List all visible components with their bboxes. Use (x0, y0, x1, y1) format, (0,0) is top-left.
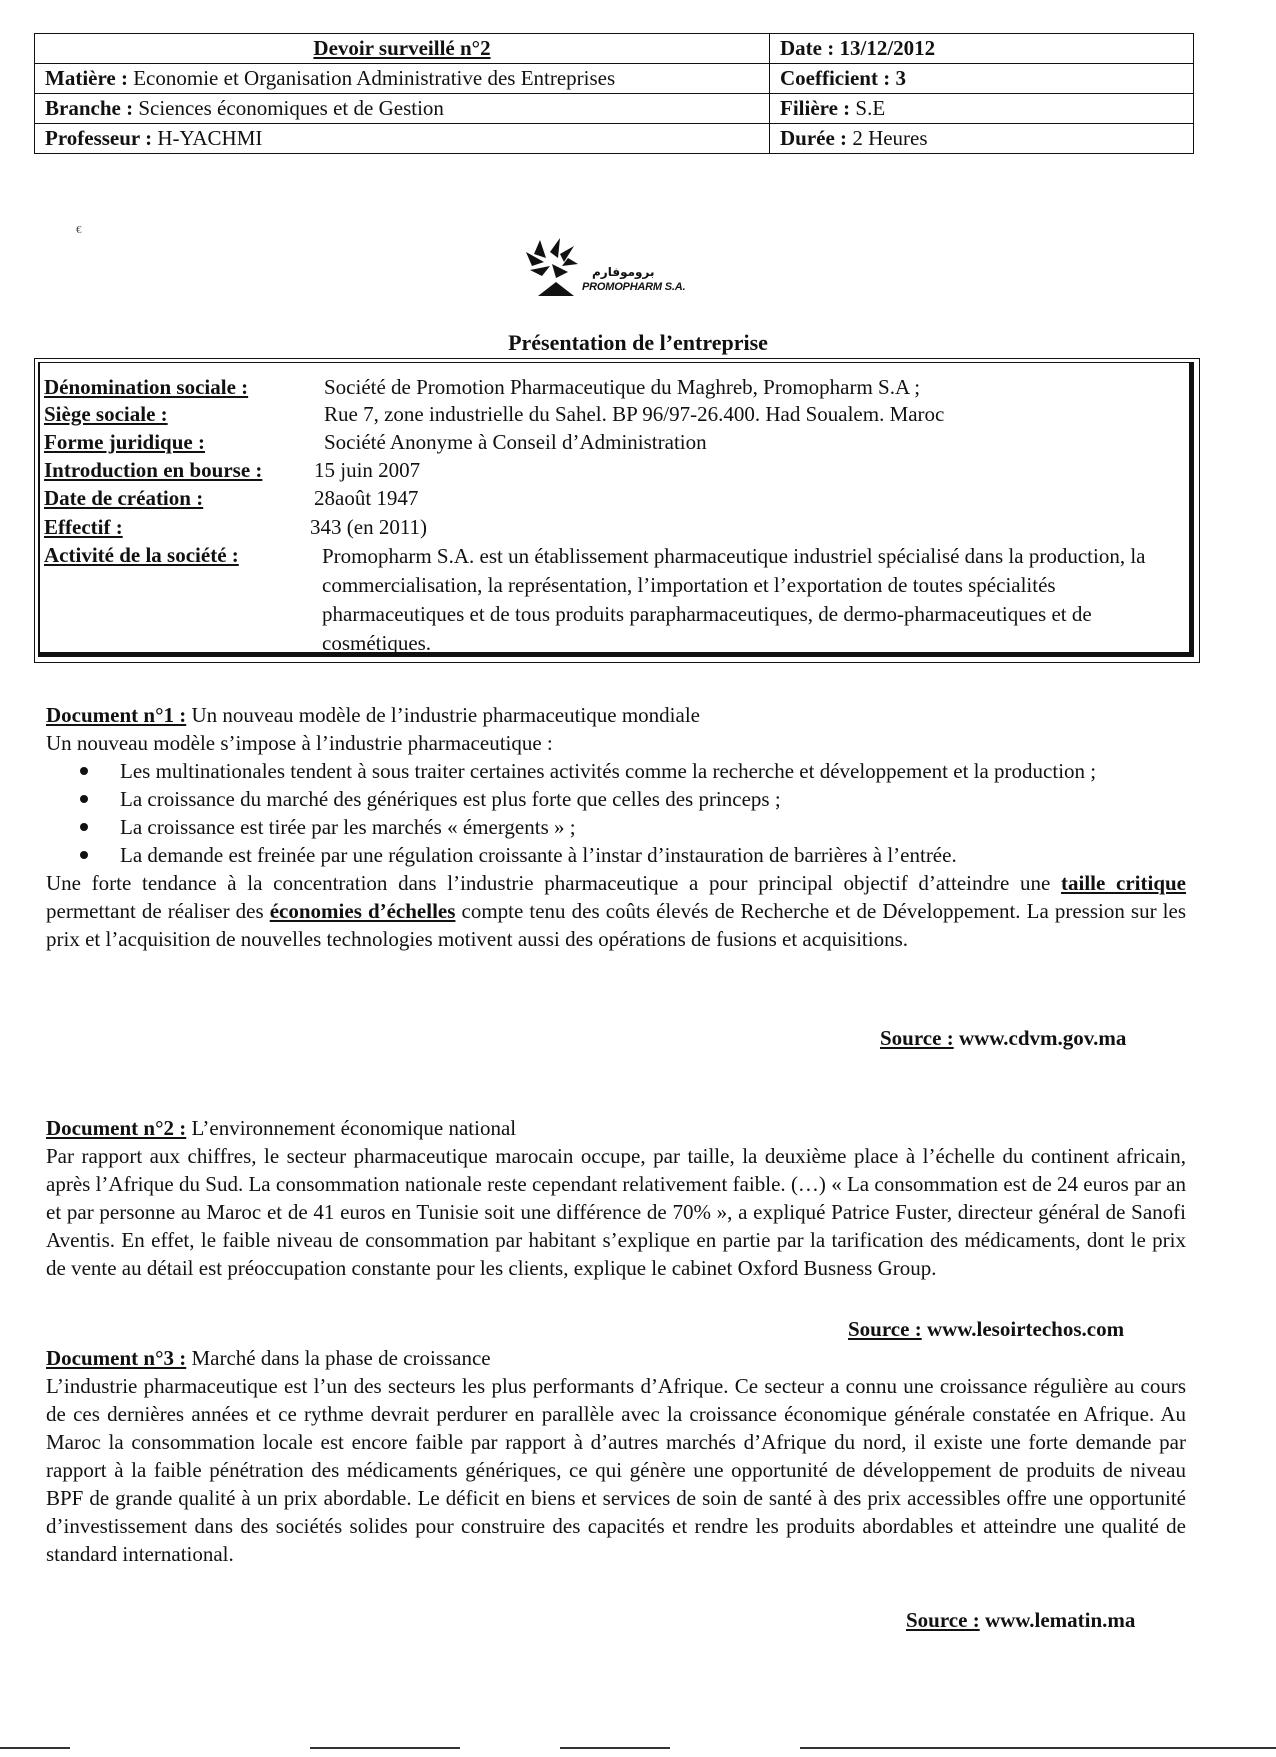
scan-line-divider (560, 1747, 670, 1749)
exam-title: Devoir surveillé n°2 (313, 36, 491, 60)
document-3-source (906, 1608, 1135, 1633)
bullet-icon (80, 851, 88, 859)
date-cell (770, 34, 1194, 64)
creation-label: Date de création : (44, 486, 204, 510)
document-3-heading (46, 1344, 1186, 1372)
bourse-value: 15 juin 2007 (314, 458, 421, 482)
denomination-label: Dénomination sociale : (44, 375, 249, 399)
document-1-para-b: permettant de réaliser des (46, 899, 264, 923)
duree-value: 2 Heures (852, 126, 928, 150)
document-1 (46, 701, 1186, 953)
logo-latin: PROMOPHARM S.A. (582, 281, 686, 293)
document-1-para-c: compte tenu des coûts élevés de Recherche et de Développement. La pression sur les prix et l’acquisition de nouvelles technologies motivent aussi des opérations de fusions et acquisitions. (46, 899, 1186, 951)
duree-cell (770, 124, 1194, 154)
document-2-heading (46, 1114, 1186, 1142)
document-3-body: L’industrie pharmaceutique est l’un des secteurs les plus performants d’Afrique. Ce secteur a connu une croissance régulière au cours de ces dernières années et ce rythme devrait perdurer en parallèle avec la croissance économique générale constatée en Afrique. Au Maroc la consommation locale est encore faible par rapport à d’autres marchés d’Afrique du nord, il existe une forte demande par rapport à la faible pénétration des médicaments génériques, ce qui génère une opportunité de développement de produits de niveau BPF de grande qualité à un prix abordable. Le déficit en biens et services de soin de santé à des prix accessibles offre une opportunité d’investissement dans des sociétés solides pour construire des capacités et rendre les produits abordables et atteindre une qualité de standard international. (46, 1374, 1186, 1566)
filiere-cell (770, 94, 1194, 124)
bullet-icon (80, 795, 88, 803)
branche-value: Sciences économiques et de Gestion (138, 96, 444, 120)
scan-line-divider (800, 1747, 1276, 1749)
document-2-title: L’environnement économique national (191, 1116, 517, 1140)
bourse-label: Introduction en bourse : (44, 458, 263, 482)
coefficient-cell (770, 64, 1194, 94)
header-row-3 (35, 94, 1194, 124)
duree-label: Durée : (780, 126, 848, 150)
document-3-source-link[interactable]: www.lematin.ma (984, 1608, 1136, 1632)
document-3-source-label: Source : (906, 1608, 980, 1632)
term-economies-echelles: économies d’échelles (269, 899, 456, 923)
siege-value: Rue 7, zone industrielle du Sahel. BP 96/97-26.400. Had Soualem. Maroc (324, 402, 945, 426)
exam-header-table (34, 33, 1194, 154)
document-2 (46, 1114, 1186, 1282)
header-row-1 (35, 34, 1194, 64)
document-1-bullet-list (46, 757, 1186, 869)
branche-cell (35, 94, 770, 124)
matiere-cell (35, 64, 770, 94)
date-label: Date : (780, 36, 835, 60)
denomination-value: Société de Promotion Pharmaceutique du Maghreb, Promopharm S.A ; (324, 375, 921, 399)
coefficient-value: 3 (895, 66, 906, 90)
creation-value: 28août 1947 (314, 486, 419, 510)
document-1-para-a: Une forte tendance à la concentration dans l’industrie pharmaceutique a pour principal objectif d’atteindre une (46, 871, 1051, 895)
list-item (120, 757, 1186, 785)
matiere-label: Matière : (45, 66, 128, 90)
document-1-title: Un nouveau modèle de l’industrie pharmaceutique mondiale (191, 703, 700, 727)
header-row-4 (35, 124, 1194, 154)
scan-line-divider (0, 1747, 70, 1749)
document-1-heading (46, 701, 1186, 729)
document-2-source-link[interactable]: www.lesoirtechos.com (926, 1317, 1125, 1341)
professeur-label: Professeur : (45, 126, 153, 150)
activite-label: Activité de la société : (44, 543, 239, 567)
document-1-bullet-text: La croissance est tirée par les marchés « émergents » ; (120, 815, 576, 839)
document-3-label: Document n°3 : (46, 1346, 187, 1370)
list-item (120, 813, 1186, 841)
forme-label: Forme juridique : (44, 430, 205, 454)
header-row-2 (35, 64, 1194, 94)
bullet-icon (80, 767, 88, 775)
document-1-source-link[interactable]: www.cdvm.gov.ma (958, 1026, 1127, 1050)
document-1-intro: Un nouveau modèle s’impose à l’industrie pharmaceutique : (46, 731, 553, 755)
document-1-source (880, 1026, 1126, 1051)
bullet-icon (80, 823, 88, 831)
document-2-source (848, 1317, 1124, 1342)
activite-value: Promopharm S.A. est un établissement pharmaceutique industriel spécialisé dans la production, la commercialisation, la représentation, l’importation et l’exportation de toutes spécialités pharmaceutiques et de tous produits parapharmaceutiques, de dermo-pharmaceutiques et de cosmétiques. (322, 544, 1146, 655)
effectif-label: Effectif : (44, 515, 123, 539)
matiere-value: Economie et Organisation Administrative des Entreprises (133, 66, 616, 90)
list-item (120, 841, 1186, 869)
document-3-title: Marché dans la phase de croissance (191, 1346, 491, 1370)
document-1-bullet-text: La demande est freinée par une régulation croissante à l’instar d’instauration de barrières à l’entrée. (120, 843, 957, 867)
promopharm-logo-icon (512, 236, 732, 304)
document-1-source-label: Source : (880, 1026, 954, 1050)
filiere-label: Filière : (780, 96, 851, 120)
list-item (120, 785, 1186, 813)
date-value: 13/12/2012 (839, 36, 936, 60)
term-taille-critique: taille critique (1061, 871, 1186, 895)
scan-line-divider (310, 1747, 460, 1749)
forme-value: Société Anonyme à Conseil d’Administration (324, 430, 707, 454)
effectif-value: 343 (en 2011) (310, 515, 428, 539)
document-3 (46, 1344, 1186, 1568)
document-1-bullet-text: La croissance du marché des génériques est plus forte que celles des princeps ; (120, 787, 781, 811)
filiere-value: S.E (855, 96, 886, 120)
branche-label: Branche : (45, 96, 134, 120)
professeur-value: H-YACHMI (157, 126, 263, 150)
document-2-body: Par rapport aux chiffres, le secteur pharmaceutique marocain occupe, par taille, la deuxième place à l’échelle du continent africain, après l’Afrique du Sud. La consommation nationale reste cependant relativement faible. (…) « La consommation est de 24 euros par an et par personne au Maroc et de 41 euros en Tunisie soit une différence de 70% », a expliqué Patrice Fuster, directeur général de Sanofi Aventis. En effet, le faible niveau de consommation par habitant s’explique en partie par la tarification des médicaments, dont le prix de vente au détail est préoccupation constante pour les clients, explique le cabinet Oxford Busness Group. (46, 1144, 1186, 1280)
coefficient-label: Coefficient : (780, 66, 891, 90)
scan-mark: € (76, 224, 82, 236)
document-1-bullet-text: Les multinationales tendent à sous traiter certaines activités comme la recherche et développement et la production ; (120, 759, 1097, 783)
exam-title-cell (35, 34, 770, 64)
presentation-title: Présentation de l’entreprise (508, 330, 768, 355)
logo-arabic: بروموفارم (592, 265, 655, 279)
document-2-label: Document n°2 : (46, 1116, 187, 1140)
document-1-label: Document n°1 : (46, 703, 187, 727)
document-2-source-label: Source : (848, 1317, 922, 1341)
document-1-paragraph (46, 869, 1186, 953)
professeur-cell (35, 124, 770, 154)
siege-label: Siège sociale : (44, 402, 168, 426)
